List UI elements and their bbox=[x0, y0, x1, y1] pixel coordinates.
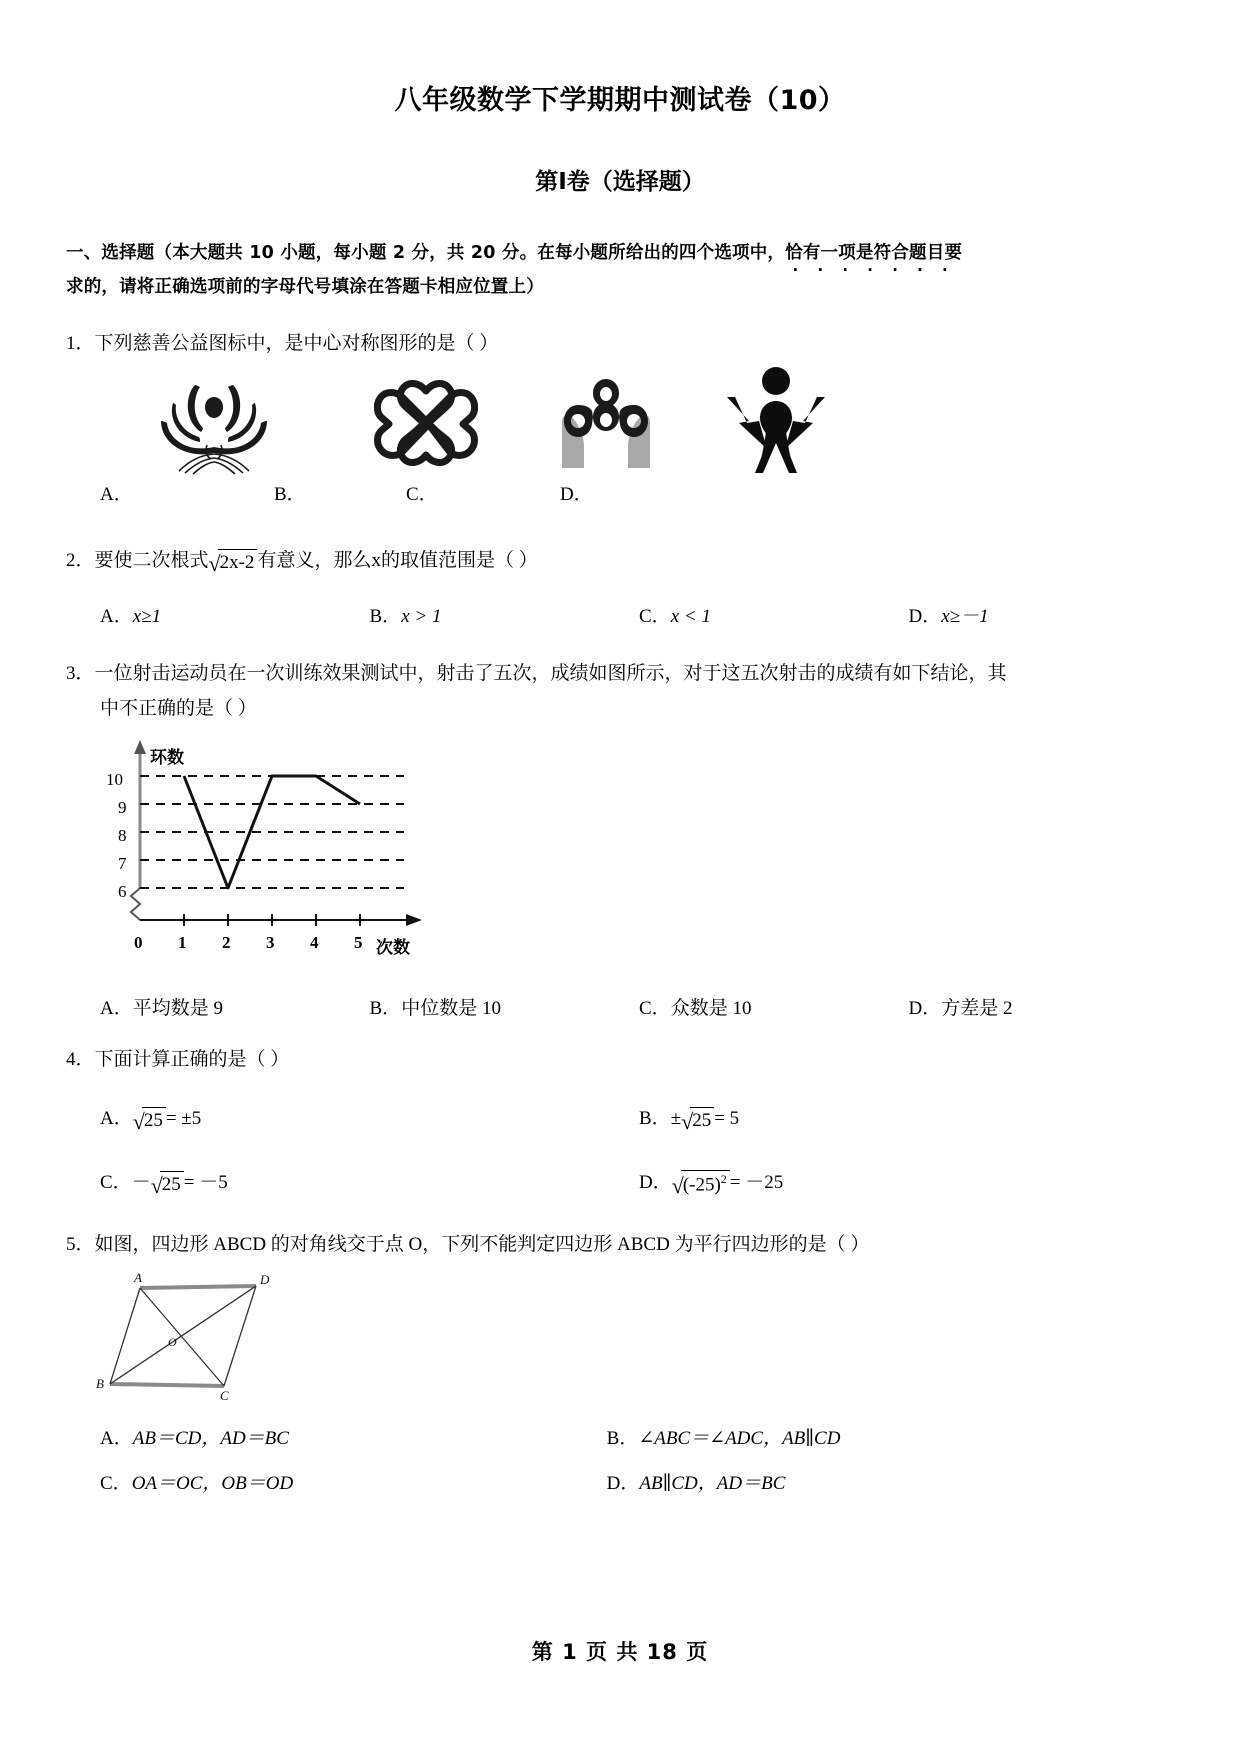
chart-ytick-8: 8 bbox=[118, 825, 127, 845]
question-3-number: 3． bbox=[66, 662, 95, 684]
question-3-options bbox=[66, 993, 1178, 1020]
question-2 bbox=[66, 543, 1178, 580]
chart-ytick-7: 7 bbox=[118, 853, 127, 873]
instructions-emphasis-wrapper bbox=[785, 243, 963, 279]
radical-sign-icon: √ bbox=[132, 1108, 145, 1134]
question-4-number: 4． bbox=[66, 1048, 95, 1070]
question-3-option-b[interactable]: B．中位数是 10 bbox=[369, 997, 501, 1019]
chart-y-axis-label: 环数 bbox=[150, 747, 184, 768]
question-5-option-b[interactable]: B．∠ABC＝∠ADC，AB∥CD bbox=[606, 1428, 841, 1450]
footer-prefix: 第 bbox=[531, 1640, 554, 1664]
question-4-option-d[interactable]: D．$√(-25)^2 = -25$ bbox=[639, 1171, 784, 1198]
question-3-stem-line2: 中不正确的是（ ） bbox=[100, 697, 257, 719]
question-5-option-a[interactable]: A．AB＝CD，AD＝BC bbox=[100, 1428, 289, 1450]
radical-sign-icon: √ bbox=[150, 1172, 163, 1198]
instructions-part1: 一、选择题（本大题共 10 小题，每小题 2 分，共 20 分。在每小题所给出的四个选项中， bbox=[66, 243, 786, 263]
radical-25-c: √25 bbox=[151, 1171, 184, 1197]
question-5-option-d[interactable]: D．AB∥CD，AD＝BC bbox=[606, 1473, 786, 1495]
chart-xtick-0: 0 bbox=[134, 932, 143, 952]
question-3-option-a[interactable]: A．平均数是 9 bbox=[100, 997, 223, 1019]
vertex-label-c: C bbox=[220, 1388, 229, 1403]
question-3-option-c[interactable]: C．众数是 10 bbox=[639, 997, 752, 1019]
question-1-option-labels bbox=[66, 479, 1178, 513]
radical-25-b: √25 bbox=[681, 1107, 714, 1133]
question-5-options-row2 bbox=[66, 1468, 1178, 1495]
vertex-label-a: A bbox=[134, 1272, 142, 1286]
question-1 bbox=[66, 326, 1178, 361]
chart-xtick-3: 3 bbox=[266, 932, 275, 952]
chart-xtick-1: 1 bbox=[178, 932, 187, 952]
question-1-icon-row bbox=[66, 367, 1178, 479]
question-5: 5．如图，四边形 ABCD 的对角线交于点 O，下列不能判定四边形 ABCD 为平行四边形的是（ ） bbox=[66, 1233, 870, 1255]
section-title: 第Ⅰ卷（选择题） bbox=[535, 169, 705, 195]
page-footer bbox=[0, 1636, 1240, 1666]
footer-middle: 页 共 bbox=[586, 1640, 639, 1664]
question-5-options-row1 bbox=[66, 1423, 1178, 1450]
chart-ytick-6: 6 bbox=[118, 881, 127, 901]
parallelogram-abcd-figure bbox=[96, 1272, 1178, 1407]
instructions bbox=[66, 236, 1178, 304]
question-5-option-c[interactable]: C．OA＝OC，OB＝OD bbox=[100, 1473, 294, 1495]
question-4-option-c[interactable]: C．－√25 = －5 bbox=[100, 1171, 228, 1198]
question-2-option-c[interactable]: C．x < 1 bbox=[639, 605, 711, 627]
chart-x-axis-label: 次数 bbox=[376, 937, 410, 958]
question-5-number: 5． bbox=[66, 1233, 95, 1255]
question-3 bbox=[66, 656, 1178, 726]
question-2-option-d[interactable]: D．x≥－1 bbox=[908, 605, 989, 627]
exam-content bbox=[0, 236, 1240, 1495]
vertex-label-o: O bbox=[168, 1335, 177, 1350]
chart-ytick-9: 9 bbox=[118, 797, 127, 817]
radical-sign-icon: √ bbox=[671, 1172, 684, 1198]
person-with-wings-icon bbox=[706, 367, 846, 475]
question-2-option-b[interactable]: B．x > 1 bbox=[369, 605, 442, 627]
question-2-number: 2． bbox=[66, 550, 95, 572]
instructions-emphasis: 恰有一项是符合题目要 bbox=[785, 243, 963, 263]
radical-25-a: √25 bbox=[133, 1107, 166, 1133]
vertex-label-b: B bbox=[96, 1376, 104, 1392]
clover-in-hands-icon bbox=[536, 367, 676, 475]
question-2-option-a[interactable]: A．x≥1 bbox=[100, 605, 162, 627]
question-2-stem-after: 有意义，那么x的取值范围是（ ） bbox=[257, 550, 538, 572]
chart-xtick-4: 4 bbox=[310, 932, 319, 952]
emphasis-dots: · · · · · · · bbox=[792, 261, 955, 279]
footer-total-pages: 18 bbox=[646, 1640, 678, 1664]
vertex-label-d: D bbox=[260, 1272, 270, 1288]
question-2-options bbox=[66, 601, 1178, 628]
question-2-stem-before: 要使二次根式 bbox=[94, 550, 209, 572]
lotus-hands-charity-icon bbox=[144, 367, 284, 475]
chart-ytick-10: 10 bbox=[106, 769, 123, 789]
option-label-c[interactable]: C． bbox=[406, 484, 438, 506]
instructions-part2: 求的，请将正确选项前的字母代号填涂在答题卡相应位置上） bbox=[66, 277, 544, 298]
option-label-a[interactable]: A． bbox=[100, 484, 133, 506]
question-1-number: 1． bbox=[66, 333, 95, 355]
question-4-option-b[interactable]: B．±√25 = 5 bbox=[639, 1107, 740, 1134]
footer-suffix: 页 bbox=[686, 1640, 709, 1664]
question-4-option-a[interactable]: A．√25 = ±5 bbox=[100, 1107, 202, 1134]
option-label-d[interactable]: D． bbox=[560, 484, 593, 506]
page-title: 八年级数学下学期期中测试卷（10） bbox=[394, 85, 846, 116]
question-1-stem: 1．下列慈善公益图标中，是中心对称图形的是（ ） bbox=[66, 333, 499, 355]
footer-page-number: 1 bbox=[562, 1640, 578, 1664]
radical-2x-minus-2: √2x-2 bbox=[209, 545, 258, 580]
question-3-stem-line1: 3．一位射击运动员在一次训练效果测试中，射击了五次，成绩如图所示，对于这五次射击的成绩有如下结论，其 bbox=[66, 662, 1007, 684]
question-4-options-row1 bbox=[66, 1103, 1178, 1133]
option-label-b[interactable]: B． bbox=[274, 484, 306, 506]
radical-minus-25-squared: $√(-25)^2$ bbox=[672, 1170, 730, 1197]
question-4-options-row2 bbox=[66, 1167, 1178, 1197]
interlocked-hearts-clover-icon bbox=[356, 367, 496, 475]
shooting-scores-line-chart bbox=[92, 738, 1178, 969]
question-3-option-d[interactable]: D．方差是 2 bbox=[908, 997, 1013, 1019]
chart-xtick-2: 2 bbox=[222, 932, 231, 952]
question-4: 4．下面计算正确的是（ ） bbox=[66, 1048, 290, 1070]
chart-xtick-5: 5 bbox=[354, 932, 363, 952]
radical-sign-icon: √ bbox=[208, 551, 221, 577]
radical-sign-icon: √ bbox=[681, 1108, 694, 1134]
